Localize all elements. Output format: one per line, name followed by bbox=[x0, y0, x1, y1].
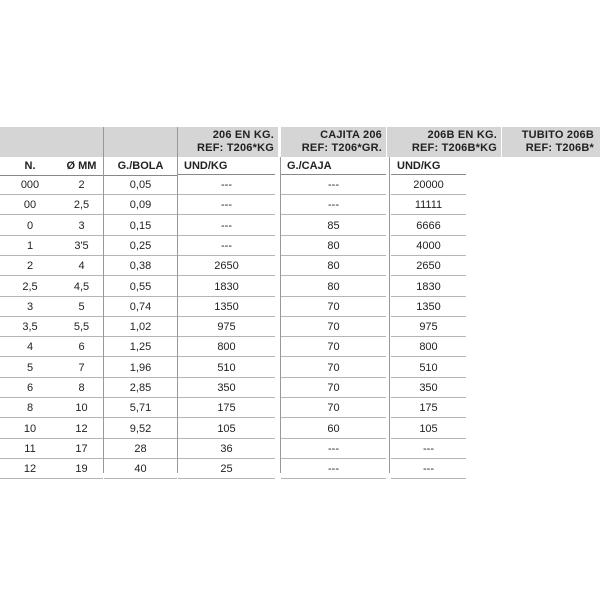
cell-und-kg-b: 4000 bbox=[391, 236, 466, 256]
cell-g-bola: 0,09 bbox=[104, 195, 177, 215]
column-header-diameter: Ø MM bbox=[60, 157, 103, 176]
group-title-line1: TUBITO 206B bbox=[521, 129, 594, 141]
cell-und-kg: 1350 bbox=[178, 297, 275, 317]
cell-g-bola: 0,74 bbox=[104, 297, 177, 317]
cell-g-bola: 1,02 bbox=[104, 317, 177, 337]
cell-und-kg: --- bbox=[178, 175, 275, 195]
cell-und-kg-b: 1830 bbox=[391, 277, 466, 297]
cell-g-caja: --- bbox=[281, 459, 386, 479]
cell-und-kg: --- bbox=[178, 236, 275, 256]
cell-g-bola: 5,71 bbox=[104, 398, 177, 418]
cell-und-kg: --- bbox=[178, 216, 275, 236]
cell-n: 2 bbox=[0, 256, 60, 276]
cell-g-caja: 80 bbox=[281, 236, 386, 256]
column-header-g-caja: G./CAJA bbox=[281, 157, 386, 175]
cell-n: 2,5 bbox=[0, 277, 60, 297]
cell-g-bola: 2,85 bbox=[104, 378, 177, 398]
cell-und-kg: 175 bbox=[178, 398, 275, 418]
column-header-und-kg-b: UND/KG bbox=[391, 157, 466, 175]
cell-diameter: 6 bbox=[60, 337, 103, 357]
cell-diameter: 8 bbox=[60, 378, 103, 398]
cell-und-kg-b: --- bbox=[391, 459, 466, 479]
cell-und-kg: 25 bbox=[178, 459, 275, 479]
cell-und-kg: 510 bbox=[178, 358, 275, 378]
column-header-und-kg: UND/KG bbox=[178, 157, 275, 175]
cell-und-kg-b: 2650 bbox=[391, 256, 466, 276]
cell-und-kg: 36 bbox=[178, 439, 275, 459]
cell-n: 3 bbox=[0, 297, 60, 317]
group-header-tubito bbox=[502, 127, 600, 157]
group-header-blank-1 bbox=[0, 127, 103, 157]
cell-g-caja: 70 bbox=[281, 398, 386, 418]
column-header-n: N. bbox=[0, 157, 60, 176]
cell-und-kg-b: 975 bbox=[391, 317, 466, 337]
cell-und-kg: 2650 bbox=[178, 256, 275, 276]
cell-n: 1 bbox=[0, 236, 60, 256]
cell-g-bola: 0,15 bbox=[104, 216, 177, 236]
cell-und-kg-b: 350 bbox=[391, 378, 466, 398]
cell-g-caja: 80 bbox=[281, 277, 386, 297]
cell-diameter: 3'5 bbox=[60, 236, 103, 256]
cell-n: 12 bbox=[0, 459, 60, 479]
cell-diameter: 7 bbox=[60, 358, 103, 378]
cell-diameter: 19 bbox=[60, 459, 103, 479]
group-title-line1: 206B EN KG. bbox=[427, 129, 497, 141]
cell-diameter: 2 bbox=[60, 175, 103, 195]
cell-g-bola: 0,38 bbox=[104, 256, 177, 276]
cell-und-kg: 105 bbox=[178, 419, 275, 439]
group-title-206b-kg bbox=[412, 129, 497, 155]
cell-g-caja: --- bbox=[281, 439, 386, 459]
group-title-line1: 206 EN KG. bbox=[212, 129, 274, 141]
group-header-206b-kg bbox=[387, 127, 501, 157]
cell-diameter: 4 bbox=[60, 256, 103, 276]
cell-und-kg-b: 11111 bbox=[391, 195, 466, 215]
cell-g-bola: 0,55 bbox=[104, 277, 177, 297]
cell-n: 4 bbox=[0, 337, 60, 357]
cell-g-caja: 70 bbox=[281, 337, 386, 357]
cell-und-kg: --- bbox=[178, 195, 275, 215]
cell-g-caja: --- bbox=[281, 195, 386, 215]
cell-und-kg-b: 1350 bbox=[391, 297, 466, 317]
cell-und-kg-b: 6666 bbox=[391, 216, 466, 236]
cell-und-kg-b: 510 bbox=[391, 358, 466, 378]
cell-und-kg-b: 20000 bbox=[391, 175, 466, 195]
cell-und-kg: 1830 bbox=[178, 277, 275, 297]
cell-n: 10 bbox=[0, 419, 60, 439]
cell-g-caja: 85 bbox=[281, 216, 386, 236]
cell-n: 00 bbox=[0, 195, 60, 215]
cell-und-kg-b: --- bbox=[391, 439, 466, 459]
cell-g-bola: 0,05 bbox=[104, 175, 177, 195]
group-title-line2: REF: T206*KG bbox=[197, 142, 274, 154]
cell-diameter: 10 bbox=[60, 398, 103, 418]
cell-g-caja: 70 bbox=[281, 317, 386, 337]
group-title-tubito bbox=[522, 129, 594, 155]
cell-g-caja: 70 bbox=[281, 358, 386, 378]
cell-und-kg-b: 800 bbox=[391, 337, 466, 357]
cell-und-kg-b: 105 bbox=[391, 419, 466, 439]
column-header-g-bola: G./BOLA bbox=[104, 157, 177, 176]
column-divider bbox=[389, 157, 390, 473]
cell-g-bola: 40 bbox=[104, 459, 177, 479]
cell-und-kg-b: 175 bbox=[391, 398, 466, 418]
cell-g-caja: 80 bbox=[281, 256, 386, 276]
cell-diameter: 12 bbox=[60, 419, 103, 439]
cell-diameter: 3 bbox=[60, 216, 103, 236]
cell-g-bola: 1,25 bbox=[104, 337, 177, 357]
cell-n: 6 bbox=[0, 378, 60, 398]
cell-und-kg: 800 bbox=[178, 337, 275, 357]
cell-diameter: 4,5 bbox=[60, 277, 103, 297]
cell-diameter: 2,5 bbox=[60, 195, 103, 215]
group-title-line2: REF: T206B* bbox=[525, 142, 594, 154]
cell-g-bola: 28 bbox=[104, 439, 177, 459]
cell-n: 8 bbox=[0, 398, 60, 418]
group-header-blank-2 bbox=[104, 127, 177, 157]
cell-n: 0 bbox=[0, 216, 60, 236]
cell-n: 000 bbox=[0, 175, 60, 195]
cell-g-caja: --- bbox=[281, 175, 386, 195]
cell-n: 11 bbox=[0, 439, 60, 459]
cell-und-kg: 350 bbox=[178, 378, 275, 398]
cell-g-bola: 0,25 bbox=[104, 236, 177, 256]
cell-diameter: 5,5 bbox=[60, 317, 103, 337]
cell-g-caja: 70 bbox=[281, 378, 386, 398]
cell-g-caja: 60 bbox=[281, 419, 386, 439]
cell-und-kg: 975 bbox=[178, 317, 275, 337]
cell-g-bola: 9,52 bbox=[104, 419, 177, 439]
cell-g-caja: 70 bbox=[281, 297, 386, 317]
cell-n: 5 bbox=[0, 358, 60, 378]
cell-diameter: 5 bbox=[60, 297, 103, 317]
cell-diameter: 17 bbox=[60, 439, 103, 459]
group-title-206-kg bbox=[197, 129, 274, 155]
group-header-cajita bbox=[281, 127, 386, 157]
cell-g-bola: 1,96 bbox=[104, 358, 177, 378]
group-title-line2: REF: T206B*KG bbox=[411, 142, 497, 154]
group-title-line2: REF: T206*GR. bbox=[301, 142, 382, 154]
group-title-cajita bbox=[302, 129, 382, 155]
cell-n: 3,5 bbox=[0, 317, 60, 337]
group-header-206-kg bbox=[178, 127, 278, 157]
group-title-line1: CAJITA 206 bbox=[320, 129, 382, 141]
